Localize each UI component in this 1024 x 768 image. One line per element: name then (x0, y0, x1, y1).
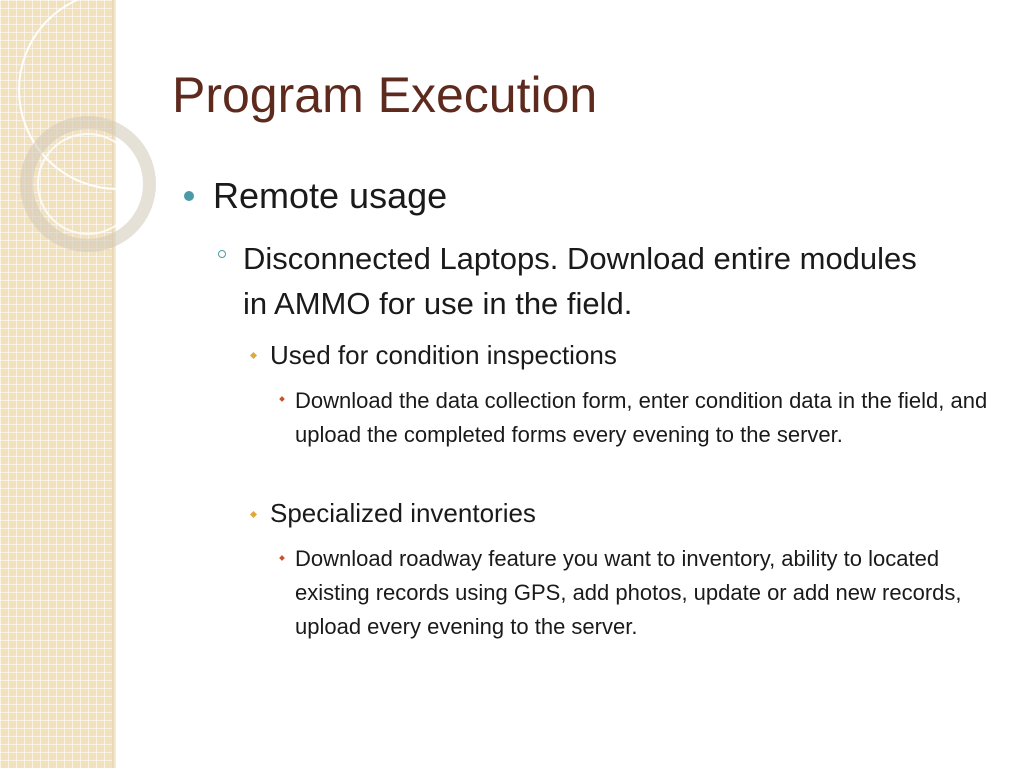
bullet-diamond-icon (250, 352, 257, 359)
bullet-remote-usage: Remote usage (213, 175, 448, 216)
bullet-condition-detail: Download the data collection form, enter condition data in the field, and upload the completed forms every evening to the server. (295, 388, 988, 447)
bullet-inventories-detail: Download roadway feature you want to inventory, ability to located existing records using GPS, add photos, update or add new records, upload every evening to the server. (295, 546, 962, 639)
bullet-small-diamond-icon (279, 396, 285, 402)
bullet-small-diamond-icon (279, 555, 285, 561)
bullet-condition-inspections: Used for condition inspections (270, 340, 617, 370)
bullet-ring-icon (218, 250, 226, 258)
bullet-specialized-inventories: Specialized inventories (270, 498, 536, 528)
slide-title: Program Execution (172, 67, 598, 123)
bullet-dot-icon (184, 191, 194, 201)
bullet-diamond-icon (250, 511, 257, 518)
bullet-disconnected-laptops: Disconnected Laptops. Download entire modules in AMMO for use in the field. (243, 241, 917, 321)
